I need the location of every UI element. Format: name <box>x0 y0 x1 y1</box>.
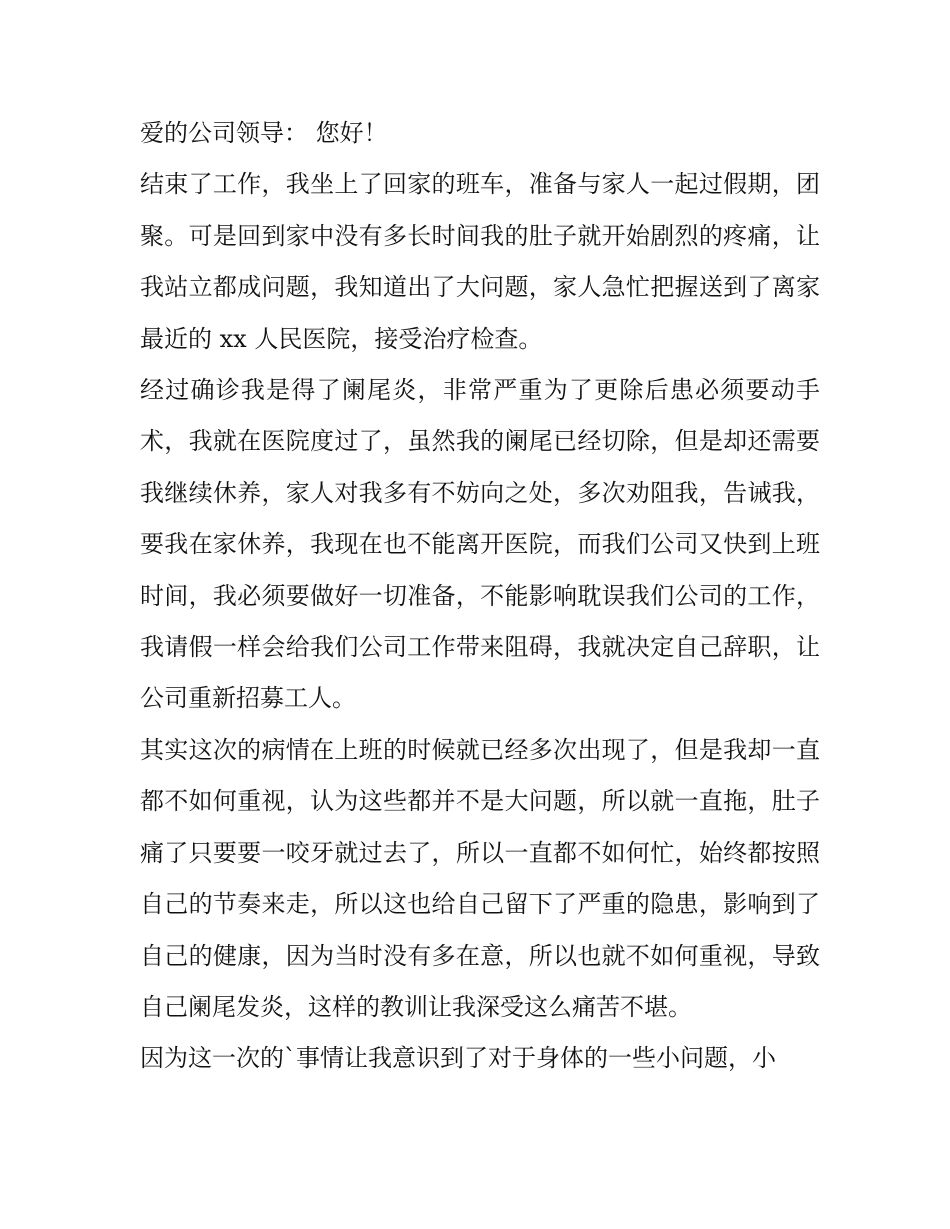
paragraph-1: 结束了工作，我坐上了回家的班车，准备与家人一起过假期，团聚。可是回到家中没有多长时间我的肚子就开始剧烈的疼痛，让我站立都成问题，我知道出了大问题，家人急忙把握送到了离家最近的 xx 人民医院，接受治疗检查。 <box>140 170 820 353</box>
paragraph-4: 因为这一次的`事情让我意识到了对于身体的一些小问题，小 <box>140 1044 776 1073</box>
paragraph-3: 其实这次的病情在上班的时候就已经多次出现了，但是我却一直都不如何重视，认为这些都并不是大问题，所以就一直拖，肚子痛了只要要一咬牙就过去了，所以一直都不如何忙，始终都按照自己的节奏来走，所以这也给自己留下了严重的隐患，影响到了自己的健康，因为当时没有多在意，所以也就不如何重视，导致自己阑尾发炎，这样的教训让我深受这么痛苦不堪。 <box>140 735 820 1021</box>
greeting-line: 爱的公司领导： 您好！ <box>140 119 388 147</box>
paragraph-2: 经过确诊我是得了阑尾炎，非常严重为了更除后患必须要动手术，我就在医院度过了，虽然我的阑尾已经切除，但是却还需要我继续休养，家人对我多有不妨向之处，多次劝阻我，告诫我，要我在家休养，我现在也不能离开医院，而我们公司又快到上班时间，我必须要做好一切准备，不能影响耽误我们公司的工作，我请假一样会给我们公司工作带来阻碍，我就决定自己辞职，让公司重新招募工人。 <box>140 376 820 713</box>
letter-body <box>140 108 820 1085</box>
